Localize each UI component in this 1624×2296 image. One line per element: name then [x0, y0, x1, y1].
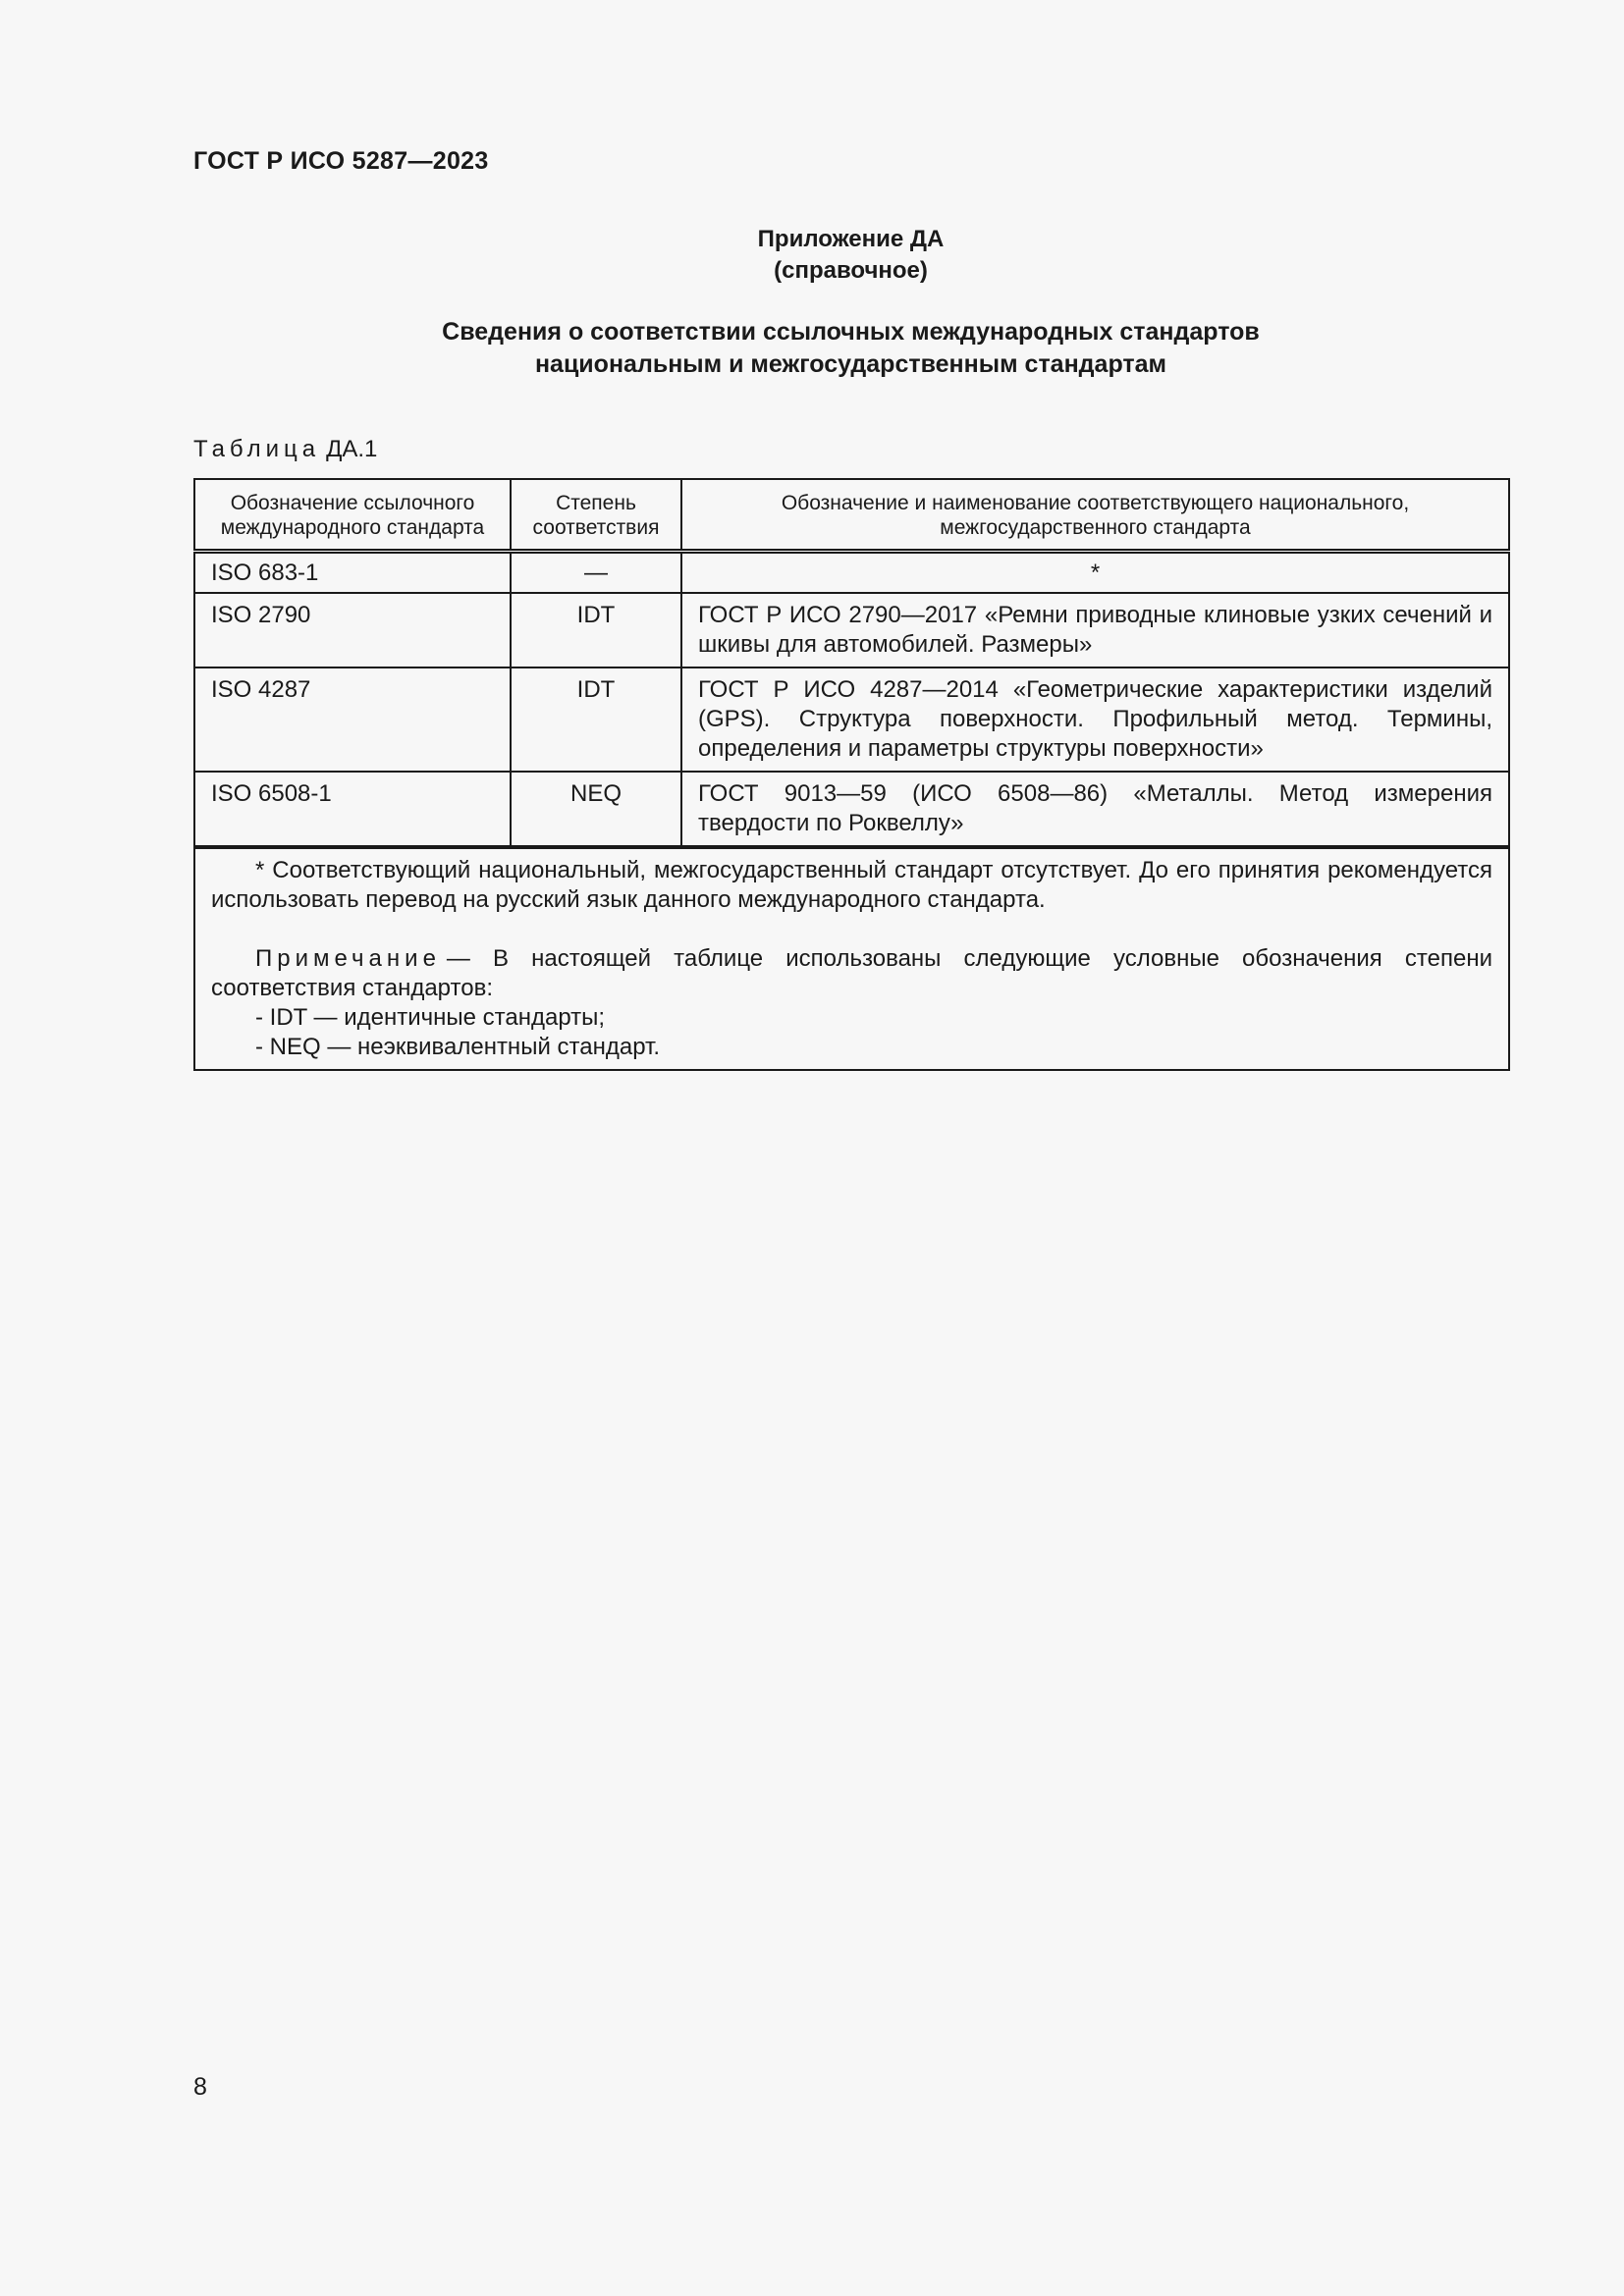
note-item-neq: - NEQ — неэквивалентный стандарт. [255, 1034, 661, 1060]
header-degree: Степень соответствия [511, 479, 681, 552]
table-footnote: * Соответствующий национальный, межгосударственный стандарт отсутствует. До его принятия рекомендуется использовать перевод на русский язык данного международного стандарта. [211, 857, 1492, 913]
table-row [194, 772, 1509, 847]
table-row [194, 593, 1509, 667]
cell-reference: ISO 6508-1 [194, 772, 511, 847]
table-header-row [194, 479, 1509, 552]
table-notes-row [194, 847, 1509, 1070]
cell-degree: IDT [511, 667, 681, 772]
table-row [194, 667, 1509, 772]
cell-national-standard: ГОСТ Р ИСО 2790—2017 «Ремни приводные клиновые узких сечений и шкивы для автомобилей. Размеры» [681, 593, 1509, 667]
table-caption-word: Таблица [193, 436, 321, 462]
note-item-idt: - IDT — идентичные стандарты; [255, 1004, 606, 1031]
table-notes [194, 847, 1509, 1070]
appendix-title: Приложение ДА [757, 226, 945, 252]
section-title-line1: Сведения о соответствии ссылочных международных стандартов [442, 318, 1260, 346]
header-national-standard: Обозначение и наименование соответствующего национального, межгосударственного стандарта [681, 479, 1509, 552]
cell-degree: — [511, 552, 681, 594]
page-number: 8 [193, 2073, 207, 2101]
cell-reference: ISO 2790 [194, 593, 511, 667]
cell-national-standard: ГОСТ Р ИСО 4287—2014 «Геометрические характеристики изделий (GPS). Структура поверхности. Профильный метод. Термины, определения и параметры структуры поверхности» [681, 667, 1509, 772]
note-label: Примечание [255, 945, 441, 972]
appendix-heading [193, 224, 1508, 287]
cell-national-standard: * [681, 552, 1509, 594]
section-title-line2: национальным и межгосударственным стандартам [534, 350, 1167, 378]
table-caption-number: ДА.1 [326, 436, 378, 462]
correspondence-table [193, 478, 1510, 1071]
cell-degree: NEQ [511, 772, 681, 847]
section-title [193, 316, 1508, 381]
document-code: ГОСТ Р ИСО 5287—2023 [193, 147, 489, 175]
appendix-status: (справочное) [774, 257, 928, 284]
header-reference-standard: Обозначение ссылочного международного стандарта [194, 479, 511, 552]
table-caption [193, 436, 377, 463]
table-row [194, 552, 1509, 594]
table-note [211, 944, 1492, 1003]
note-text: — В настоящей таблице использованы следующие условные обозначения степени соответствия стандартов: [211, 945, 1492, 1001]
cell-reference: ISO 683-1 [194, 552, 511, 594]
cell-national-standard: ГОСТ 9013—59 (ИСО 6508—86) «Металлы. Метод измерения твердости по Роквеллу» [681, 772, 1509, 847]
cell-reference: ISO 4287 [194, 667, 511, 772]
cell-degree: IDT [511, 593, 681, 667]
